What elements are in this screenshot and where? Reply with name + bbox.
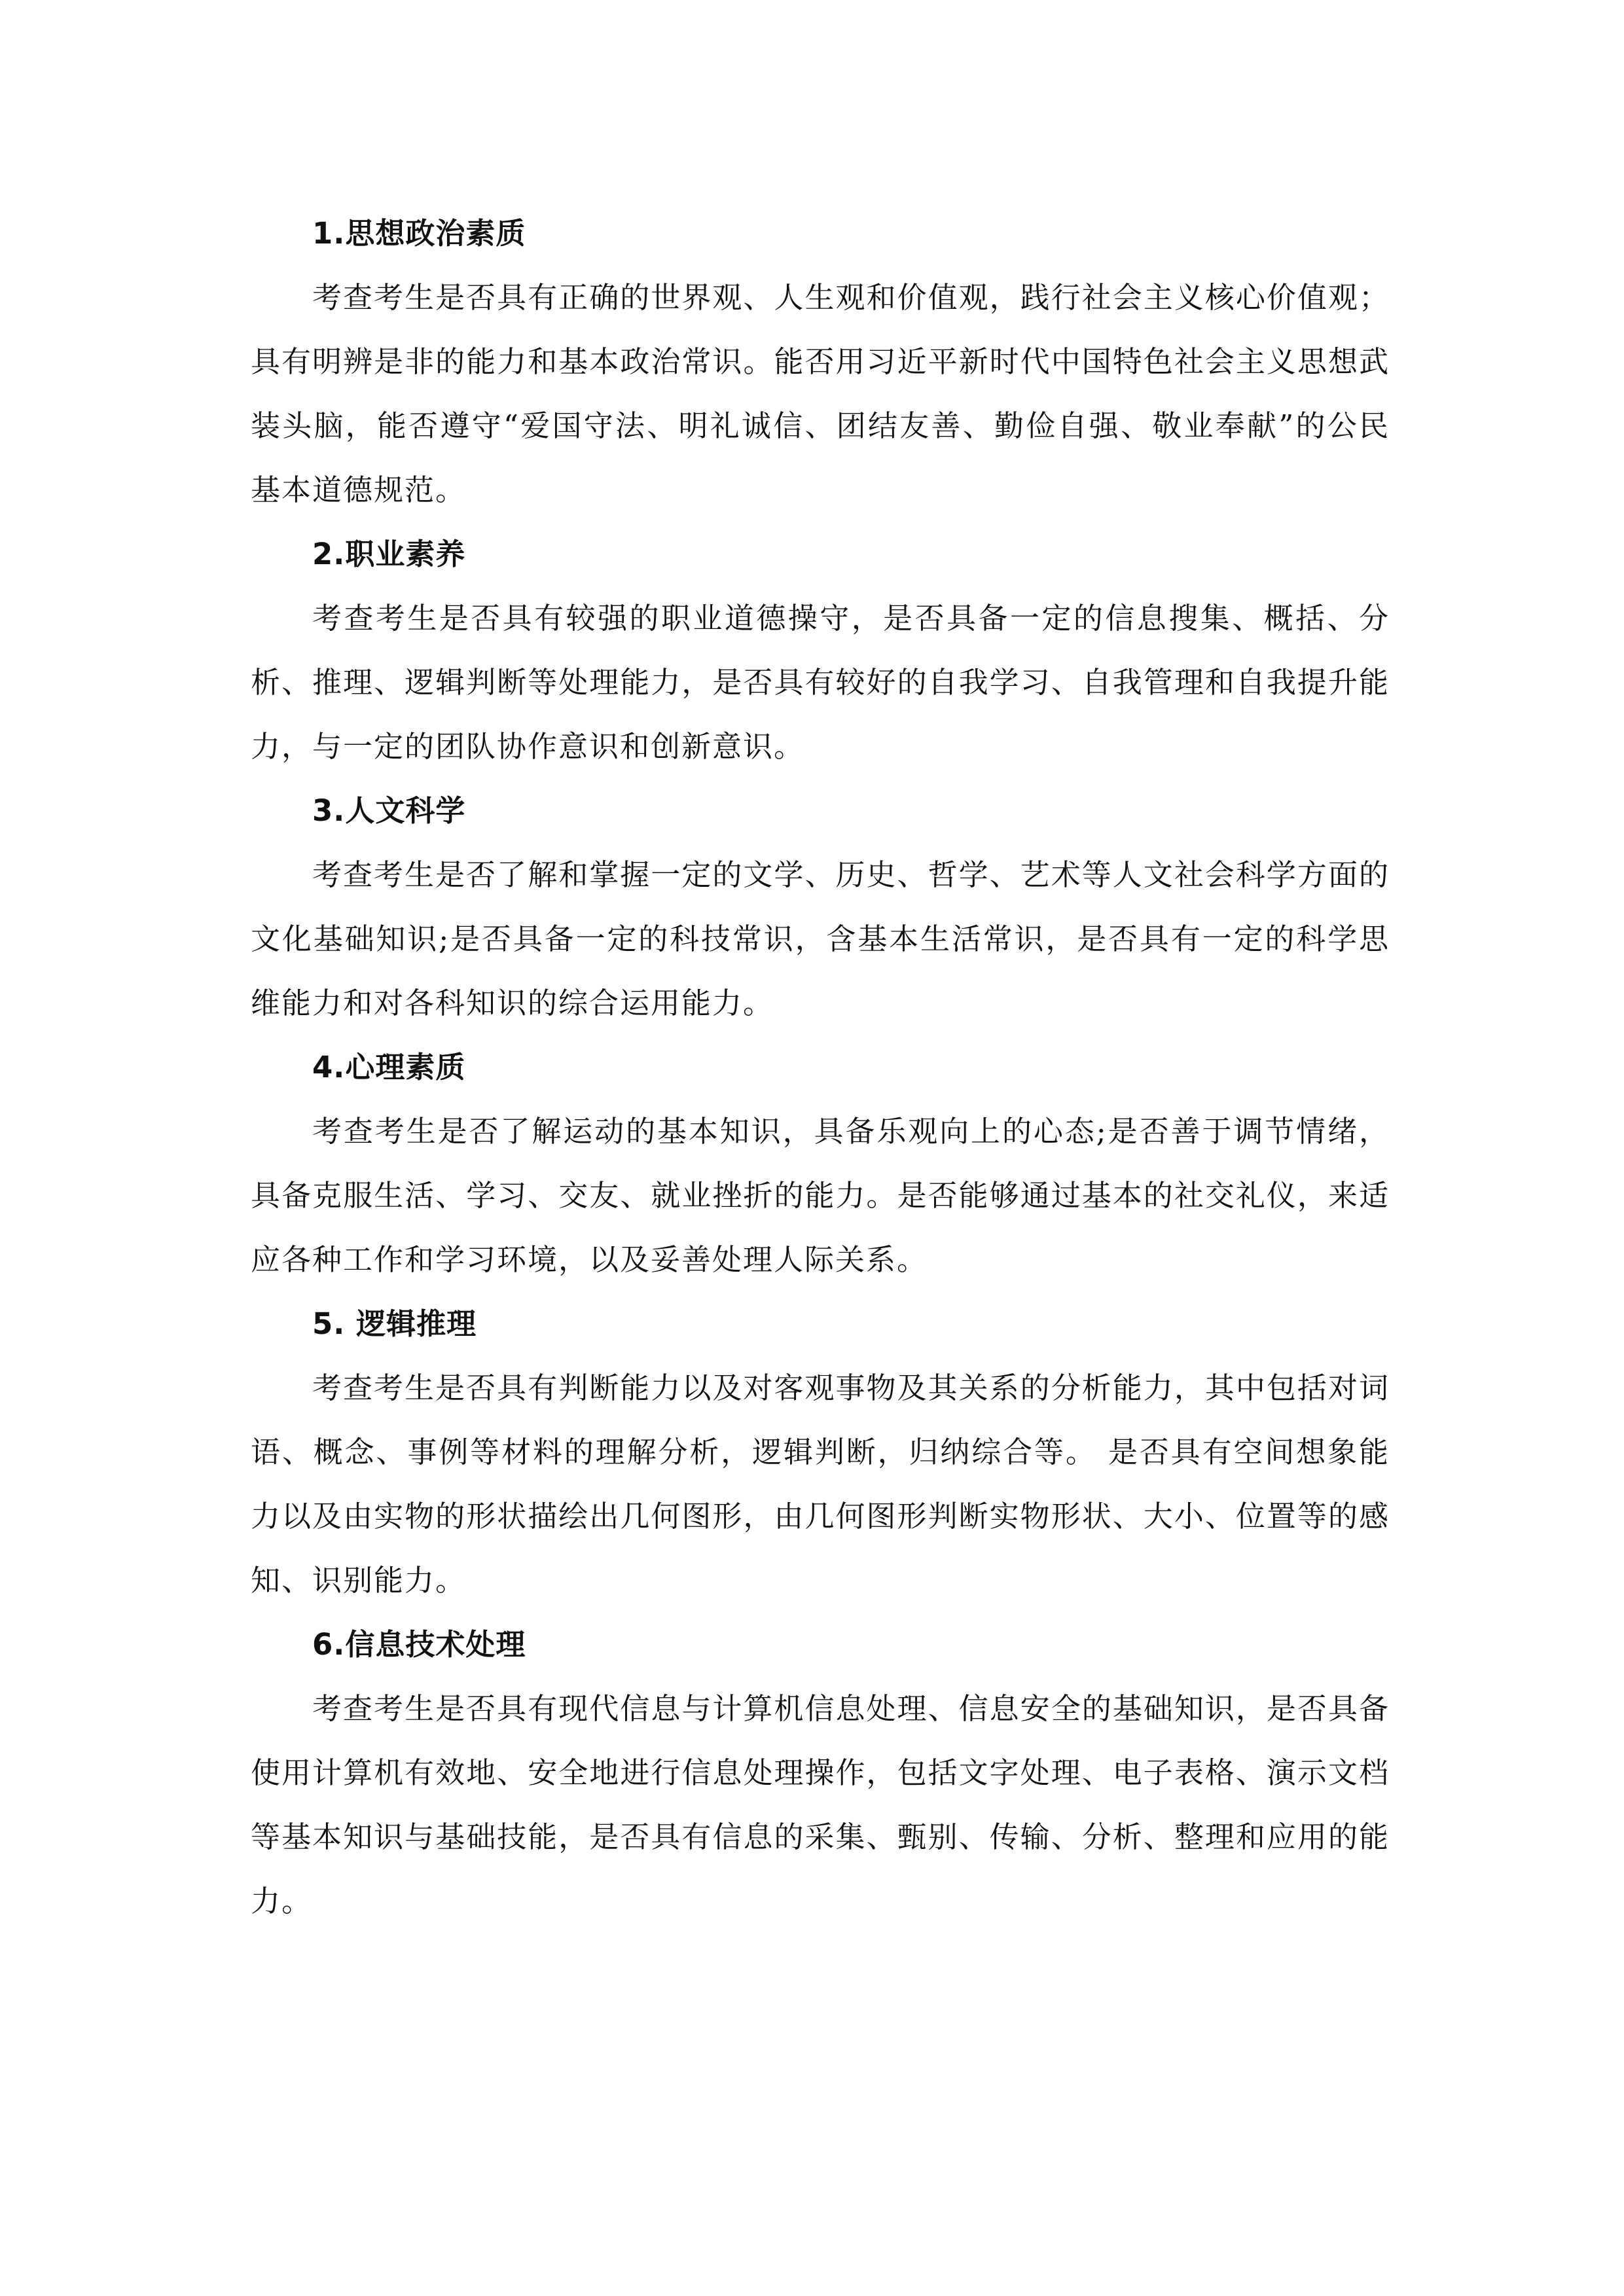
section-logical-reasoning <box>251 1292 1390 1613</box>
section-heading: 4.心理素质 <box>312 1050 466 1085</box>
section-paragraph: 考查考生是否了解运动的基本知识，具备乐观向上的心态;是否善于调节情绪，具备克服生活、学习、交友、就业挫折的能力。是否能够通过基本的社交礼仪，来适应各种工作和学习环境，以及妥善处理人际关系。 <box>251 1114 1390 1277</box>
section-paragraph: 考查考生是否具有正确的世界观、人生观和价值观，践行社会主义核心价值观；具有明辨是非的能力和基本政治常识。能否用习近平新时代中国特色社会主义思想武装头脑，能否遵守“爱国守法、明礼诚信、团结友善、勤俭自强、敬业奉献”的公民基本道德规范。 <box>251 280 1390 507</box>
section-paragraph: 考查考生是否具有判断能力以及对客观事物及其关系的分析能力，其中包括对词语、概念、事例等材料的理解分析，逻辑判断，归纳综合等。 是否具有空间想象能力以及由实物的形状描绘出几何图形，由几何图形判断实物形状、大小、位置等的感知、识别能力。 <box>251 1371 1390 1598</box>
section-paragraph: 考查考生是否了解和掌握一定的文学、历史、哲学、艺术等人文社会科学方面的文化基础知识;是否具备一定的科技常识，含基本生活常识，是否具有一定的科学思维能力和对各科知识的综合运用能力。 <box>251 857 1390 1020</box>
document-page <box>251 202 1390 1933</box>
section-heading: 6.信息技术处理 <box>312 1627 526 1662</box>
section-political-quality <box>251 202 1390 522</box>
section-heading: 5. 逻辑推理 <box>312 1306 477 1341</box>
section-paragraph: 考查考生是否具有现代信息与计算机信息处理、信息安全的基础知识，是否具备使用计算机有效地、安全地进行信息处理操作，包括文字处理、电子表格、演示文档等基本知识与基础技能，是否具有信息的采集、甄别、传输、分析、整理和应用的能力。 <box>251 1691 1390 1918</box>
section-heading: 2.职业素养 <box>312 537 466 571</box>
section-humanities-science <box>251 779 1390 1035</box>
section-paragraph: 考查考生是否具有较强的职业道德操守，是否具备一定的信息搜集、概括、分析、推理、逻辑判断等处理能力，是否具有较好的自我学习、自我管理和自我提升能力，与一定的团队协作意识和创新意识。 <box>251 601 1390 764</box>
section-information-technology <box>251 1613 1390 1933</box>
section-heading: 1.思想政治素质 <box>312 216 526 251</box>
section-professional-literacy <box>251 522 1390 779</box>
section-heading: 3.人文科学 <box>312 793 466 828</box>
section-psychological-quality <box>251 1035 1390 1292</box>
